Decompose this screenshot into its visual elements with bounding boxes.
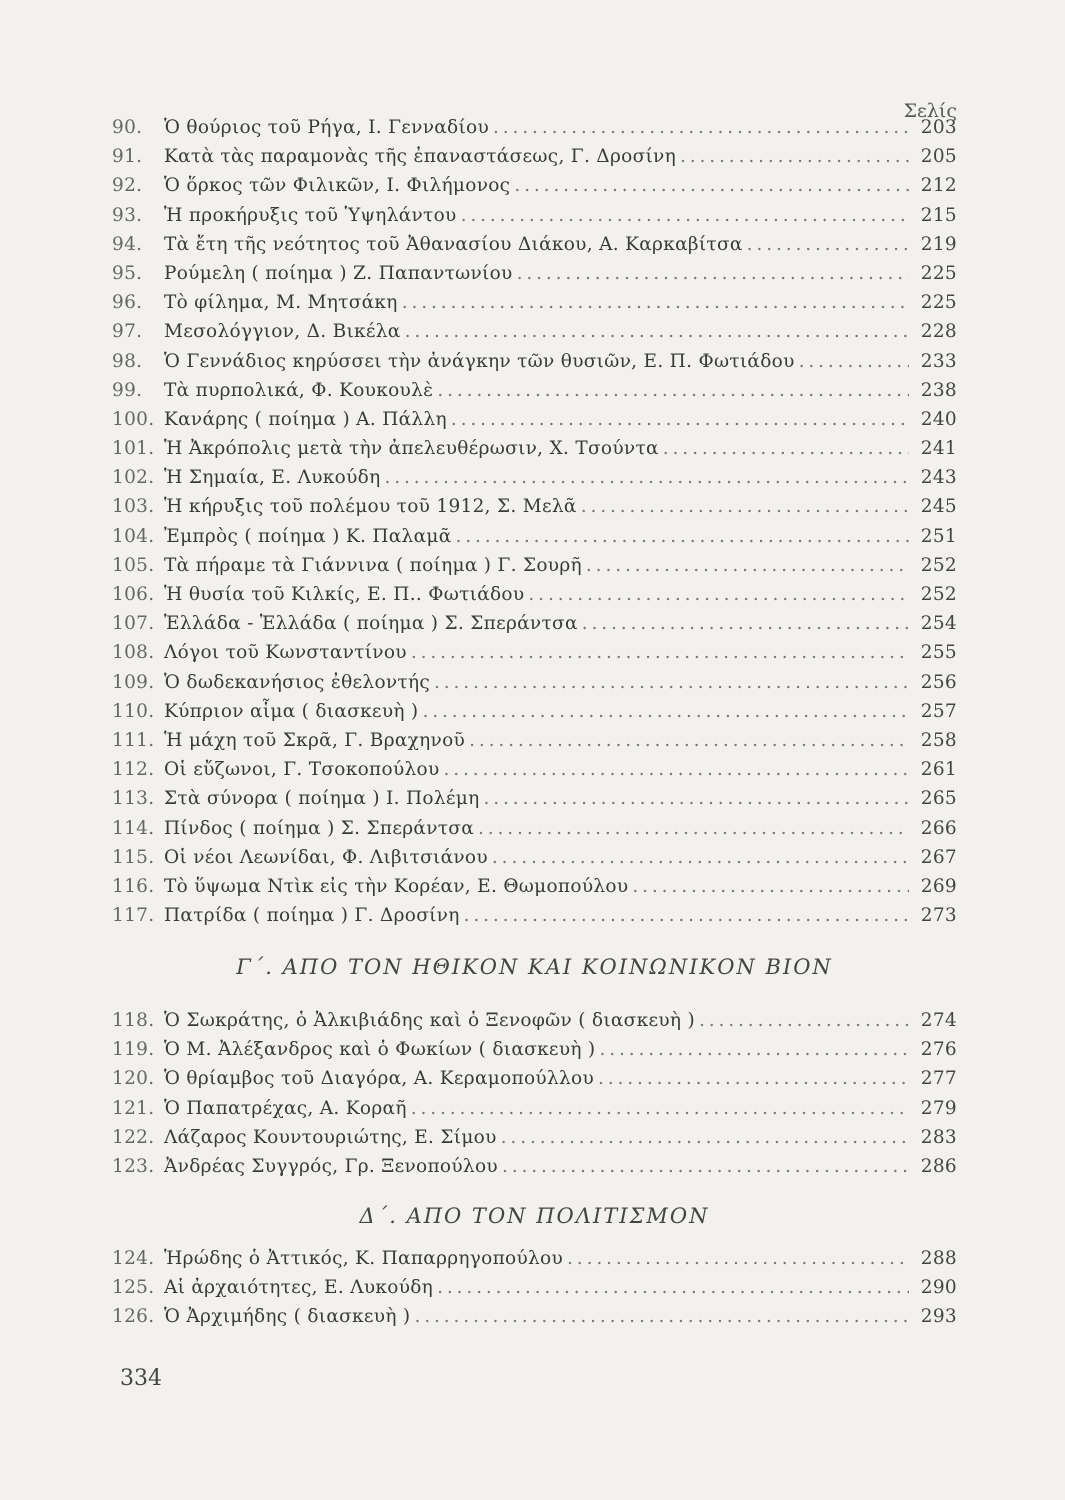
toc-entry-page: 243 (920, 467, 957, 489)
dot-leader (483, 788, 909, 809)
dot-leader (492, 847, 909, 868)
toc-entry (112, 496, 957, 525)
toc-entry (112, 584, 957, 613)
toc-entry-title: Ἡρώδης ὁ Ἀττικός, Κ. Παπαρρηγοπούλου (164, 1248, 564, 1269)
dot-leader (422, 701, 909, 722)
toc-entry-page: 273 (920, 905, 957, 927)
toc-entry-title: Λόγοι τοῦ Κωνσταντίνου (164, 642, 407, 664)
toc-entry-number: 112. (112, 759, 155, 781)
toc-entry-title: Πατρίδα ( ποίημα ) Γ. Δροσίνη (164, 905, 460, 927)
toc-entry (112, 759, 957, 788)
toc-entry-page: 293 (920, 1306, 957, 1328)
toc-entry-number: 121. (112, 1097, 155, 1119)
dot-leader (747, 234, 909, 255)
dot-leader (414, 1306, 909, 1327)
toc-entry-number: 116. (112, 875, 155, 897)
dot-leader (384, 467, 909, 488)
toc-list-gamma (112, 1010, 957, 1185)
dot-leader (699, 1010, 909, 1031)
dot-leader (444, 759, 910, 780)
toc-entry-page: 286 (920, 1155, 957, 1177)
toc-entry-title: Στὰ σύνορα ( ποίημα ) Ι. Πολέμη (164, 788, 480, 810)
toc-entry-number: 101. (112, 438, 155, 460)
toc-entry-page: 288 (920, 1248, 957, 1269)
toc-entry-number: 114. (112, 817, 155, 839)
dot-leader (598, 1068, 909, 1089)
toc-entry (112, 1156, 957, 1185)
toc-entry-number: 97. (112, 321, 143, 343)
toc-entry-page: 241 (920, 438, 957, 460)
toc-entry-page: 255 (920, 642, 957, 664)
toc-entry-title: Ὁ ὅρκος τῶν Φιλικῶν, Ι. Φιλήμονος (164, 175, 511, 197)
toc-entry-title: Ὁ Γεννάδιος κηρύσσει τὴν ἀνάγκην τῶν θυσιῶν, Ε. Π. Φωτιάδου (164, 350, 795, 372)
toc-entry (112, 409, 957, 438)
toc-entry-page: 269 (920, 875, 957, 897)
toc-entry-number: 126. (112, 1306, 155, 1328)
dot-leader (493, 117, 909, 138)
toc-entry (112, 905, 957, 934)
dot-leader (528, 584, 909, 605)
toc-entry-title: Ἑλλάδα - Ἑλλάδα ( ποίημα ) Σ. Σπεράντσα (164, 613, 578, 635)
dot-leader (461, 205, 909, 226)
toc-entry-page: 274 (920, 1010, 957, 1031)
toc-entry-page: 215 (920, 204, 957, 226)
dot-leader (434, 672, 909, 693)
toc-entry-title: Ὁ θρίαμβος τοῦ Διαγόρα, Α. Κεραμοπούλλου (164, 1068, 595, 1090)
toc-entry (112, 642, 957, 671)
toc-entry-title: Ἡ θυσία τοῦ Κιλκίς, Ε. Π.. Φωτιάδου (164, 584, 525, 605)
toc-entry-number: 92. (112, 175, 143, 197)
section-heading-delta: Δ΄. ΑΠΟ ΤΟΝ ΠΟΛΙΤΙΣΜΟΝ (359, 1204, 710, 1228)
toc-entry-title: Ὁ θούριος τοῦ Ρήγα, Ι. Γενναδίου (164, 117, 490, 138)
toc-list-delta (112, 1248, 957, 1336)
toc-entry-title: Ἡ Σημαία, Ε. Λυκούδη (164, 467, 381, 489)
toc-entry-page: 261 (920, 759, 957, 781)
toc-entry-number: 123. (112, 1155, 155, 1177)
dot-leader (599, 1039, 909, 1060)
dot-leader (582, 613, 909, 634)
toc-entry-page: 267 (920, 846, 957, 868)
toc-entry (112, 788, 957, 817)
dot-leader (581, 496, 909, 517)
toc-entry-page: 254 (920, 613, 957, 635)
toc-entry (112, 292, 957, 321)
toc-entry-title: Ἡ κήρυξις τοῦ πολέμου τοῦ 1912, Σ. Μελᾶ (164, 496, 577, 518)
toc-entry-page: 228 (920, 321, 957, 343)
dot-leader (632, 876, 909, 897)
toc-entry-number: 106. (112, 584, 155, 605)
dot-leader (680, 146, 909, 167)
toc-entry (112, 234, 957, 263)
dot-leader (799, 351, 909, 372)
toc-entry-number: 108. (112, 642, 155, 664)
toc-entry-page: 252 (920, 554, 957, 576)
toc-entry-number: 111. (112, 729, 155, 751)
toc-entry (112, 672, 957, 701)
toc-entry-title: Ἡ μάχη τοῦ Σκρᾶ, Γ. Βραχηνοῦ (164, 729, 466, 751)
toc-entry-number: 91. (112, 146, 143, 168)
toc-entry-title: Πίνδος ( ποίημα ) Σ. Σπεράντσα (164, 817, 475, 839)
toc-entry-page: 233 (920, 350, 957, 372)
toc-entry-number: 104. (112, 525, 155, 547)
toc-entry-page: 225 (920, 292, 957, 314)
toc-entry-title: Ὁ Ἀρχιμήδης ( διασκευὴ ) (164, 1306, 411, 1328)
toc-entry-number: 99. (112, 379, 143, 401)
toc-entry-title: Ἡ προκήρυξις τοῦ Ὑψηλάντου (164, 204, 457, 226)
toc-entry (112, 1098, 957, 1127)
toc-entry (112, 351, 957, 380)
toc-entry (112, 321, 957, 350)
toc-entry (112, 380, 957, 409)
toc-entry (112, 117, 957, 146)
dot-leader (502, 1156, 909, 1177)
toc-entry-page: 252 (920, 584, 957, 605)
toc-entry-title: Μεσολόγγιον, Δ. Βικέλα (164, 321, 401, 343)
toc-entry (112, 526, 957, 555)
dot-leader (464, 905, 909, 926)
toc-entry-page: 290 (920, 1277, 957, 1299)
toc-entry-title: Ὁ δωδεκανήσιος ἐθελοντής (164, 671, 431, 693)
toc-entry-number: 118. (112, 1010, 155, 1031)
toc-entry-page: 238 (920, 379, 957, 401)
toc-entry (112, 1010, 957, 1039)
toc-entry (112, 146, 957, 175)
toc-entry-title: Ἀνδρέας Συγγρός, Γρ. Ξενοπούλου (164, 1155, 498, 1177)
toc-entry-number: 124. (112, 1248, 155, 1269)
dot-leader (501, 1127, 909, 1148)
dot-leader (517, 263, 909, 284)
toc-entry (112, 175, 957, 204)
dot-leader (478, 818, 909, 839)
toc-entry-page: 203 (920, 117, 957, 138)
dot-leader (405, 321, 909, 342)
toc-entry-number: 96. (112, 292, 143, 314)
toc-entry-title: Κύπριον αἷμα ( διασκευὴ ) (164, 700, 419, 722)
toc-entry-number: 95. (112, 262, 143, 284)
toc-entry-number: 109. (112, 671, 155, 693)
toc-entry (112, 847, 957, 876)
toc-entry-title: Κανάρης ( ποίημα ) Α. Πάλλη (164, 408, 447, 430)
toc-entry-title: Ὁ Παπατρέχας, Α. Κοραῆ (164, 1097, 407, 1119)
toc-entry (112, 1127, 957, 1156)
page-column-label: Σελίς (903, 100, 957, 122)
toc-entry-title: Κατὰ τὰς παραμονὰς τῆς ἐπαναστάσεως, Γ. Δροσίνη (164, 146, 676, 168)
toc-entry (112, 263, 957, 292)
toc-entry-page: 258 (920, 729, 957, 751)
toc-entry (112, 467, 957, 496)
toc-entry-number: 110. (112, 700, 155, 722)
toc-entry-page: 277 (920, 1068, 957, 1090)
toc-entry-page: 205 (920, 146, 957, 168)
toc-entry-title: Τὸ φίλημα, Μ. Μητσάκη (164, 292, 398, 314)
toc-entry-title: Ρούμελη ( ποίημα ) Ζ. Παπαντωνίου (164, 262, 513, 284)
toc-entry (112, 730, 957, 759)
toc-entry-number: 117. (112, 905, 155, 927)
toc-entry-title: Ὁ Μ. Ἀλέξανδρος καὶ ὁ Φωκίων ( διασκευὴ ) (164, 1039, 596, 1061)
toc-entry-title: Λάζαρος Κουντουριώτης, Ε. Σίμου (164, 1126, 497, 1148)
toc-entry-page: 256 (920, 671, 957, 693)
toc-entry-number: 107. (112, 613, 155, 635)
toc-entry-title: Τὰ πυρπολικά, Φ. Κουκουλὲ (164, 379, 434, 401)
toc-entry-number: 120. (112, 1068, 155, 1090)
dot-leader (411, 642, 909, 663)
dot-leader (437, 380, 909, 401)
toc-entry-number: 119. (112, 1039, 155, 1061)
toc-entry-page: 251 (920, 525, 957, 547)
dot-leader (451, 409, 909, 430)
dot-leader (437, 1277, 909, 1298)
toc-entry-number: 93. (112, 204, 143, 226)
dot-leader (567, 1248, 909, 1269)
toc-entry (112, 1306, 957, 1335)
toc-entry-title: Τὰ πήραμε τὰ Γιάννινα ( ποίημα ) Γ. Σουρῆ (164, 554, 582, 576)
dot-leader (663, 438, 909, 459)
dot-leader (469, 730, 909, 751)
toc-entry (112, 438, 957, 467)
toc-entry (112, 1277, 957, 1306)
toc-entry (112, 205, 957, 234)
toc-entry (112, 876, 957, 905)
section-heading-gamma: Γ΄. ΑΠΟ ΤΟΝ ΗΘΙΚΟΝ ΚΑΙ ΚΟΙΝΩΝΙΚΟΝ ΒΙΟΝ (236, 955, 833, 979)
toc-entry-page: 279 (920, 1097, 957, 1119)
dot-leader (586, 555, 909, 576)
toc-entry-title: Ὁ Σωκράτης, ὁ Ἀλκιβιάδης καὶ ὁ Ξενοφῶν ( διασκευὴ ) (164, 1010, 695, 1031)
toc-entry-page: 266 (920, 817, 957, 839)
toc-entry-title: Οἱ εὔζωνοι, Γ. Τσοκοπούλου (164, 759, 440, 781)
toc-entry (112, 1039, 957, 1068)
dot-leader (411, 1098, 909, 1119)
toc-entry (112, 1068, 957, 1097)
toc-entry-title: Τὰ ἔτη τῆς νεότητος τοῦ Ἀθανασίου Διάκου, Α. Καρκαβίτσα (164, 233, 743, 255)
toc-entry-number: 98. (112, 350, 143, 372)
toc-entry (112, 613, 957, 642)
toc-entry-page: 283 (920, 1126, 957, 1148)
dot-leader (456, 526, 910, 547)
toc-entry-title: Οἱ νέοι Λεωνίδαι, Φ. Λιβιτσιάνου (164, 846, 488, 868)
toc-entry-page: 225 (920, 262, 957, 284)
toc-entry-number: 94. (112, 233, 143, 255)
toc-entry (112, 701, 957, 730)
toc-entry-title: Τὸ ὕψωμα Ντὶκ εἰς τὴν Κορέαν, Ε. Θωμοπούλου (164, 875, 629, 897)
dot-leader (402, 292, 909, 313)
toc-entry (112, 1248, 957, 1277)
toc-entry-page: 245 (920, 496, 957, 518)
toc-entry-page: 265 (920, 788, 957, 810)
toc-entry-title: Ἡ Ἀκρόπολις μετὰ τὴν ἀπελευθέρωσιν, Χ. Τσούντα (164, 438, 659, 460)
toc-entry-number: 100. (112, 408, 155, 430)
toc-entry-page: 257 (920, 700, 957, 722)
toc-entry-page: 240 (920, 408, 957, 430)
toc-entry-page: 219 (920, 233, 957, 255)
toc-entry-title: Ἐμπρὸς ( ποίημα ) Κ. Παλαμᾶ (164, 525, 452, 547)
toc-entry-number: 102. (112, 467, 155, 489)
toc-entry-page: 212 (920, 175, 957, 197)
toc-entry-number: 105. (112, 554, 155, 576)
toc-entry-number: 113. (112, 788, 155, 810)
dot-leader (514, 175, 909, 196)
toc-entry-number: 122. (112, 1126, 155, 1148)
toc-entry-number: 125. (112, 1277, 155, 1299)
toc-entry-number: 103. (112, 496, 155, 518)
toc-entry (112, 818, 957, 847)
toc-entry-number: 90. (112, 117, 143, 138)
toc-entry (112, 555, 957, 584)
toc-entry-number: 115. (112, 846, 155, 868)
toc-list-main (112, 117, 957, 934)
page-number: 334 (120, 1366, 162, 1391)
toc-entry-page: 276 (920, 1039, 957, 1061)
toc-entry-title: Αἱ ἀρχαιότητες, Ε. Λυκούδη (164, 1277, 434, 1299)
